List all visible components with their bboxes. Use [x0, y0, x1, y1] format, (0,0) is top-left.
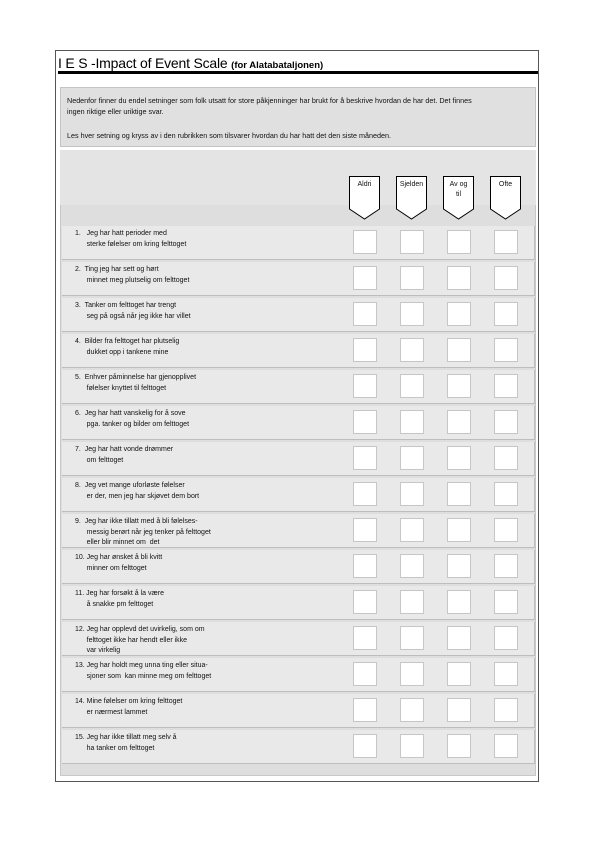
item-text: 6. Jeg har hatt vanskelig for å sove pga. tanker og bilder om felttoget — [75, 410, 190, 428]
instructions-line-2: ingen riktige eller uriktige svar. — [67, 107, 164, 116]
item-row — [62, 442, 535, 476]
column-header-label-line-1: Sjelden — [399, 181, 424, 188]
checkbox-sjelden[interactable] — [400, 302, 424, 326]
checkbox-av-og-til[interactable] — [447, 446, 471, 470]
item-text: 13. Jeg har holdt meg unna ting eller situa- sjoner som kan minne meg om felttoget — [75, 662, 212, 680]
item-row — [62, 262, 535, 296]
checkbox-av-og-til[interactable] — [447, 230, 471, 254]
checkbox-av-og-til[interactable] — [447, 734, 471, 758]
checkbox-aldri[interactable] — [353, 626, 377, 650]
item-row — [62, 730, 535, 764]
item-row — [62, 694, 535, 728]
item-text: 12. Jeg har opplevd det uvirkelig, som om felttoget ikke har hendt eller ikke var virkelig — [75, 626, 205, 654]
checkbox-av-og-til[interactable] — [447, 554, 471, 578]
checkbox-av-og-til[interactable] — [447, 518, 471, 542]
form-title-main: I E S -Impact of Event Scale — [58, 55, 232, 71]
instructions-line-1: Nedenfor finner du endel setninger som folk utsatt for store påkjenninger har brukt for å beskrive hvordan de har det. Det finnes — [67, 96, 472, 105]
item-text: 2. Ting jeg har sett og hørt minnet meg plutselig om felttoget — [75, 266, 190, 284]
checkbox-sjelden[interactable] — [400, 338, 424, 362]
instructions-line-3: Les hver setning og kryss av i den rubrikken som tilsvarer hvordan du har hatt det den siste måneden. — [67, 131, 392, 140]
checkbox-ofte[interactable] — [494, 230, 518, 254]
checkbox-av-og-til[interactable] — [447, 374, 471, 398]
item-text: 10. Jeg har ønsket å bli kvitt minner om felttoget — [75, 554, 163, 572]
item-text: 5. Enhver påminnelse har gjenopplivet følelser knyttet til felttoget — [75, 374, 197, 392]
checkbox-sjelden[interactable] — [400, 266, 424, 290]
item-row — [62, 406, 535, 440]
item-text: 11. Jeg har forsøkt å la være å snakke pm felttoget — [75, 590, 164, 608]
checkbox-av-og-til[interactable] — [447, 302, 471, 326]
checkbox-ofte[interactable] — [494, 410, 518, 434]
column-header-label-line-1: Aldri — [357, 181, 372, 188]
form-title — [58, 54, 538, 72]
column-header-label — [396, 180, 427, 190]
checkbox-sjelden[interactable] — [400, 590, 424, 614]
column-header-label-line-1: Ofte — [498, 181, 513, 188]
checkbox-aldri[interactable] — [353, 554, 377, 578]
checkbox-sjelden[interactable] — [400, 554, 424, 578]
checkbox-aldri[interactable] — [353, 338, 377, 362]
checkbox-ofte[interactable] — [494, 590, 518, 614]
item-text: 1. Jeg har hatt perioder med sterke følelser om kring felttoget — [75, 230, 187, 248]
item-text: 8. Jeg vet mange uforløste følelser er der, men jeg har skjøvet dem bort — [75, 482, 200, 500]
item-row — [62, 622, 535, 656]
checkbox-aldri[interactable] — [353, 734, 377, 758]
item-text: 14. Mine følelser om kring felttoget er nærmest lammet — [75, 698, 183, 716]
checkbox-av-og-til[interactable] — [447, 266, 471, 290]
checkbox-sjelden[interactable] — [400, 626, 424, 650]
column-header-ofte — [490, 176, 521, 218]
column-header-label — [349, 180, 380, 190]
checkbox-sjelden[interactable] — [400, 446, 424, 470]
checkbox-sjelden[interactable] — [400, 374, 424, 398]
checkbox-ofte[interactable] — [494, 482, 518, 506]
column-header-label-line-1: Av og — [449, 181, 468, 188]
checkbox-sjelden[interactable] — [400, 482, 424, 506]
checkbox-av-og-til[interactable] — [447, 590, 471, 614]
checkbox-aldri[interactable] — [353, 590, 377, 614]
item-text: 7. Jeg har hatt vonde drømmer om felttoget — [75, 446, 174, 464]
item-row — [62, 478, 535, 512]
checkbox-sjelden[interactable] — [400, 698, 424, 722]
checkbox-aldri[interactable] — [353, 302, 377, 326]
checkbox-ofte[interactable] — [494, 446, 518, 470]
checkbox-av-og-til[interactable] — [447, 410, 471, 434]
item-row — [62, 226, 535, 260]
checkbox-av-og-til[interactable] — [447, 662, 471, 686]
checkbox-av-og-til[interactable] — [447, 698, 471, 722]
checkbox-av-og-til[interactable] — [447, 626, 471, 650]
checkbox-aldri[interactable] — [353, 698, 377, 722]
checkbox-aldri[interactable] — [353, 518, 377, 542]
column-header-av-og-til — [443, 176, 474, 218]
title-rule — [58, 71, 538, 74]
checkbox-ofte[interactable] — [494, 518, 518, 542]
form-title-sub: (for Alatabataljonen) — [231, 60, 324, 71]
checkbox-ofte[interactable] — [494, 374, 518, 398]
checkbox-aldri[interactable] — [353, 410, 377, 434]
checkbox-ofte[interactable] — [494, 266, 518, 290]
checkbox-av-og-til[interactable] — [447, 338, 471, 362]
checkbox-aldri[interactable] — [353, 266, 377, 290]
checkbox-aldri[interactable] — [353, 446, 377, 470]
checkbox-av-og-til[interactable] — [447, 482, 471, 506]
column-header-label — [443, 180, 474, 200]
item-row — [62, 550, 535, 584]
column-header-sjelden — [396, 176, 427, 218]
checkbox-sjelden[interactable] — [400, 662, 424, 686]
checkbox-ofte[interactable] — [494, 734, 518, 758]
item-row — [62, 334, 535, 368]
checkbox-aldri[interactable] — [353, 230, 377, 254]
checkbox-aldri[interactable] — [353, 374, 377, 398]
item-row — [62, 658, 535, 692]
checkbox-sjelden[interactable] — [400, 734, 424, 758]
checkbox-aldri[interactable] — [353, 482, 377, 506]
column-header-label-line-2: til — [455, 191, 462, 198]
column-header-label — [490, 180, 521, 190]
checkbox-sjelden[interactable] — [400, 230, 424, 254]
item-row — [62, 514, 535, 548]
checkbox-sjelden[interactable] — [400, 518, 424, 542]
item-row — [62, 370, 535, 404]
checkbox-aldri[interactable] — [353, 662, 377, 686]
item-text: 9. Jeg har ikke tillatt med å bli følelses- messig berørt når jeg tenker på felttoget eller blir minnet om det — [75, 518, 211, 546]
checkbox-ofte[interactable] — [494, 626, 518, 650]
item-row — [62, 298, 535, 332]
item-row — [62, 586, 535, 620]
column-header-aldri — [349, 176, 380, 218]
item-text: 3. Tanker om felttoget har trengt seg på også når jeg ikke har villet — [75, 302, 191, 320]
item-text: 15. Jeg har ikke tillatt meg selv å ha tanker om felttoget — [75, 734, 177, 752]
checkbox-ofte[interactable] — [494, 302, 518, 326]
checkbox-ofte[interactable] — [494, 338, 518, 362]
checkbox-ofte[interactable] — [494, 662, 518, 686]
checkbox-ofte[interactable] — [494, 554, 518, 578]
item-text: 4. Bilder fra felttoget har plutselig dukket opp i tankene mine — [75, 338, 180, 356]
checkbox-ofte[interactable] — [494, 698, 518, 722]
checkbox-sjelden[interactable] — [400, 410, 424, 434]
